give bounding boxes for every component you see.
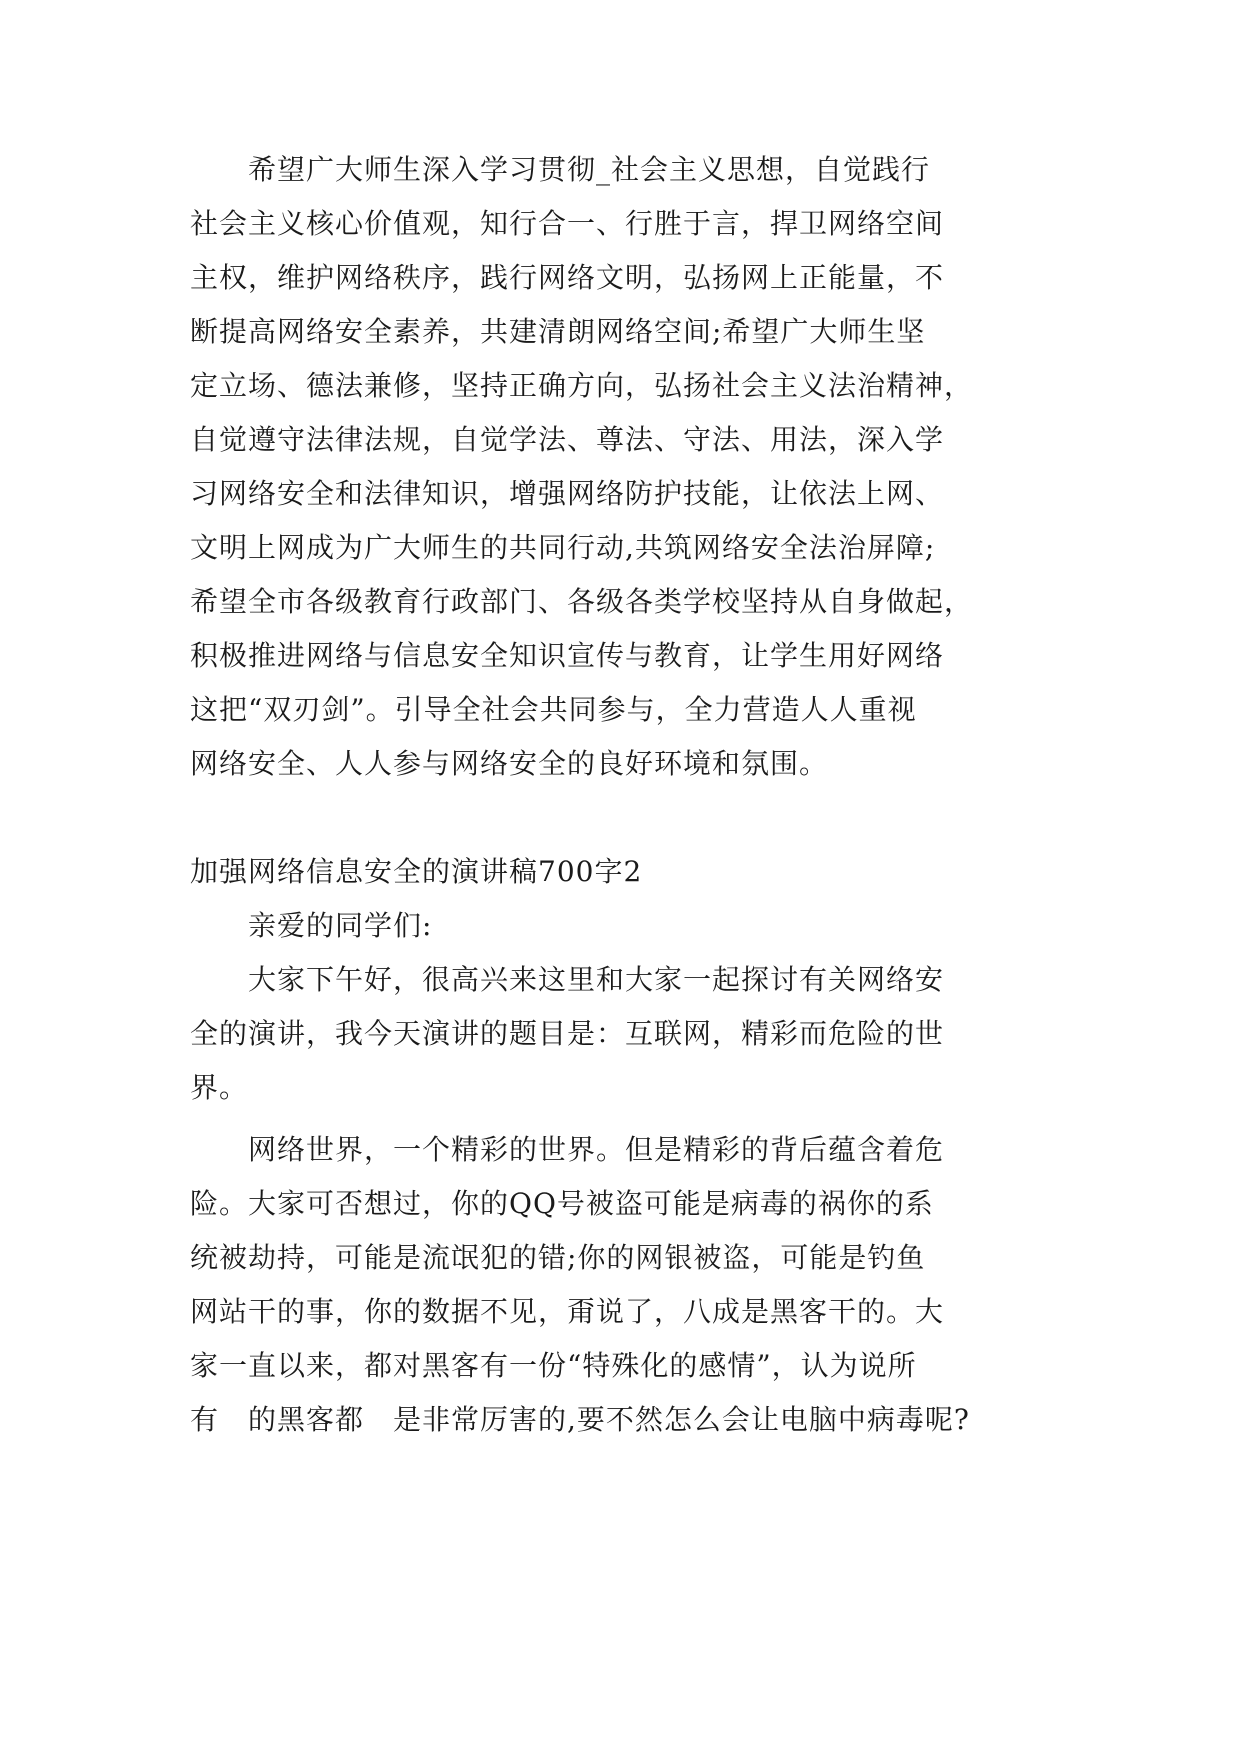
paragraph-line: 网络安全、人人参与网络安全的良好环境和氛围。 — [190, 747, 829, 780]
paragraph-line: 网络世界，一个精彩的世界。但是精彩的背后蕴含着危 — [190, 1133, 945, 1166]
paragraph-line: 全的演讲，我今天演讲的题目是：互联网，精彩而危险的世 — [190, 1017, 945, 1050]
paragraph-line: 文明上网成为广大师生的共同行动,共筑网络安全法治屏障; — [190, 531, 936, 564]
paragraph-line: 大家下午好，很高兴来这里和大家一起探讨有关网络安 — [190, 963, 945, 996]
paragraph-line: 希望广大师生深入学习贯彻_社会主义思想，自觉践行 — [190, 153, 931, 186]
paragraph-line: 有 的黑客都 是非常厉害的,要不然怎么会让电脑中病毒呢? — [190, 1403, 970, 1436]
paragraph-line: 积极推进网络与信息安全知识宣传与教育，让学生用好网络 — [190, 639, 945, 672]
paragraph-line: 家一直以来，都对黑客有一份“特殊化的感情”，认为说所 — [190, 1349, 917, 1382]
paragraph-line: 定立场、德法兼修，坚持正确方向，弘扬社会主义法治精神， — [190, 369, 974, 402]
paragraph-line: 统被劫持，可能是流氓犯的错;你的网银被盗，可能是钓鱼 — [190, 1241, 926, 1274]
paragraph-line: 险。大家可否想过，你的QQ号被盗可能是病毒的祸你的系 — [190, 1187, 934, 1220]
salutation: 亲爱的同学们: — [190, 909, 433, 942]
paragraph-line: 断提高网络安全素养，共建清朗网络空间;希望广大师生坚 — [190, 315, 926, 348]
paragraph-line: 希望全市各级教育行政部门、各级各类学校坚持从自身做起， — [190, 585, 974, 618]
paragraph-line: 自觉遵守法律法规，自觉学法、尊法、守法、用法，深入学 — [190, 423, 945, 456]
paragraph-line: 主权，维护网络秩序，践行网络文明，弘扬网上正能量，不 — [190, 261, 945, 294]
paragraph-line: 网站干的事，你的数据不见，甭说了，八成是黑客干的。大 — [190, 1295, 945, 1328]
paragraph-line: 这把“双刃剑”。引导全社会共同参与，全力营造人人重视 — [190, 693, 917, 726]
paragraph-line: 社会主义核心价值观，知行合一、行胜于言，捍卫网络空间 — [190, 207, 945, 240]
section-heading: 加强网络信息安全的演讲稿700字2 — [190, 855, 643, 888]
paragraph-line: 界。 — [190, 1071, 249, 1104]
paragraph-line: 习网络安全和法律知识，增强网络防护技能，让依法上网、 — [190, 477, 945, 510]
